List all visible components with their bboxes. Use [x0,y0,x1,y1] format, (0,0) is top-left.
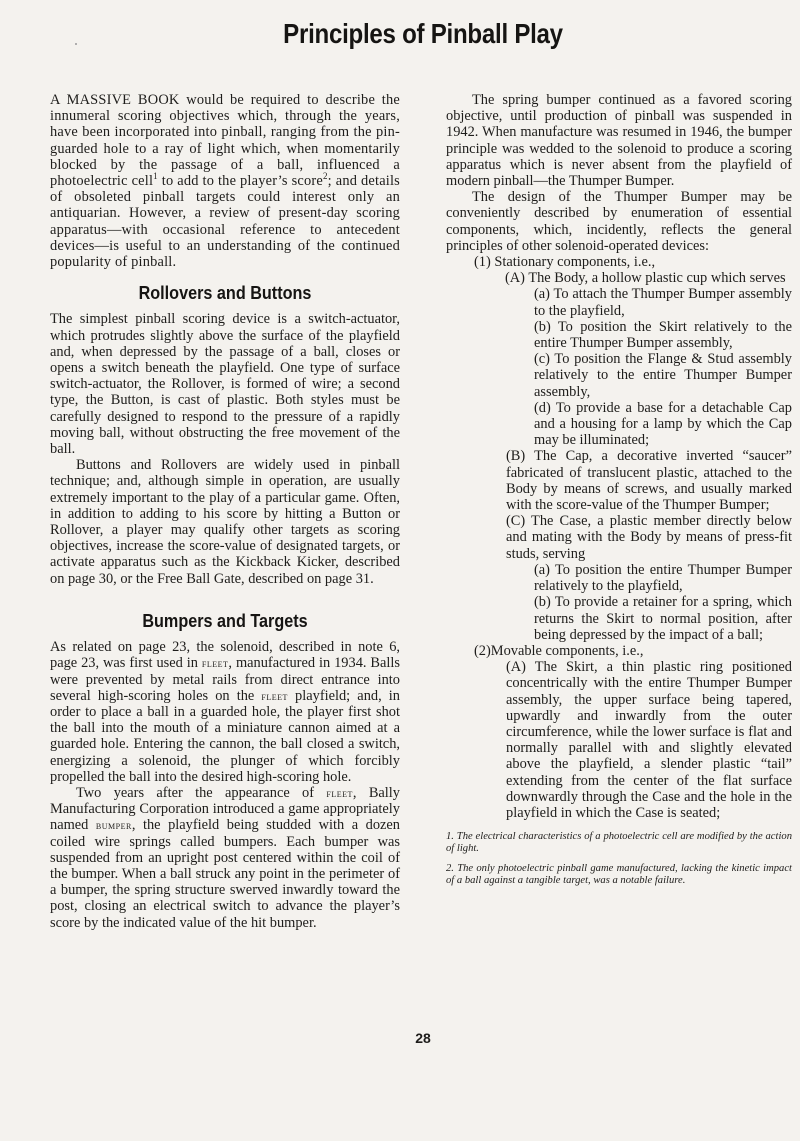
text-run: ; and details of obsoleted pinball targets could interest only an antiquarian. However, a review of present-day scoring apparatus—with occasional reference to antecedent devices—is useful to an understanding of the continued popularity of pinball. [50,173,400,271]
text-run: Two years after the appearance of [76,784,327,801]
section-heading-bumpers: Bumpers and Targets [142,610,308,631]
page-number: 28 [415,1030,431,1046]
footnote-spacer [446,821,792,831]
list-item-stationary: (1) Stationary components, i.e., [474,254,656,271]
intro-paragraph [50,92,400,270]
text-run: , manufactured in 1934. Balls were prevented by metal rails from direct entrance into several high-scoring holes on the [50,655,401,704]
text-run: , Bally Manufacturing Corporation introduced a game appropriately named [50,784,401,834]
list-item-body-d: (d) To provide a base for a detachable Cap and a housing for a lamp by which the Cap may be illuminated; [534,399,792,449]
text-run: As related on page 23, the solenoid, described in note 6, page 23, was first used in [50,639,400,672]
small-caps-name: fleet [261,688,288,703]
text-run: A MASSIVE BOOK would be required to describe the innumeral scoring objectives which, through the years, have been incorporated into pinball, ranging from the pin-guarded hole to a ray of light which, when momentarily blocked by the passage of a ball, influenced a photoelectric cell [50,92,400,190]
rollovers-paragraph-2: Buttons and Rollovers are widely used in pinball technique; and, although simple in operation, are usually extremely important to the play of a particular game. Often, in addition to adding to his score by hitting a Button or Rollover, a player may qualify other targets as scoring objectives, increase the score-value of designated targets, or activate apparatus such as the Kickback Kicker, described on page 30, or the Free Ball Gate, described on page 31. [50,457,400,587]
thumper-paragraph-2: The design of the Thumper Bumper may be conveniently described by enumeration of essential components, which, incidently, reflects the general principles of other solenoid-operated devices: [446,189,792,254]
list-item-movable: (2)Movable components, i.e., [474,642,644,659]
text-run: , the playfield being studded with a dozen coiled wire springs called bumpers. Each bumper was suspended from an upright post centered within the coil of the bumper. When a ball struck any point in the perimeter of a bumper, the spring structure swerved inwardly toward the post, closing an electrical switch to advance the player’s score by the indicated value of the hit bumper. [50,817,400,931]
list-item-case-a: (a) To position the entire Thumper Bumper relatively to the playfield, [534,561,792,595]
list-item-case-b: (b) To provide a retainer for a spring, which returns the Skirt to normal position, after being depressed by the impact of a ball; [534,594,792,643]
text-run: playfield; and, in order to place a ball in a guarded hole, the player first shot the ball into the mouth of a miniature cannon aimed at a guarded hole. Entering the cannon, the ball closed a switch, energizing a solenoid, the plunger of which forcibly propelled the ball into the desired high-scoring hole. [50,687,400,785]
footnote-marker: 2 [322,171,328,182]
text-run: to add to the player’s score [157,173,323,190]
list-item-body-a: (a) To attach the Thumper Bumper assembly to the playfield, [534,286,792,319]
bumpers-paragraph-2 [50,785,400,931]
small-caps-name: fleet [201,656,229,671]
rollovers-paragraph-1: The simplest pinball scoring device is a switch-actuator, which protrudes slightly above the surface of the playfield and, when depressed by the passage of a ball, closes or opens a switch beneath the playfield. One type of surface switch-actuator, the Rollover, is formed of wire; a second type, the Button, is cast of plastic. Both styles must be carefully designed to respond to the pressure of a rapidly moving ball, without obstructing the free movement of the ball. [50,311,400,458]
left-column [50,92,400,931]
list-item-skirt: (A) The Skirt, a thin plastic ring positioned concentrically with the entire Thumper Bumper assembly, the upper surface being tapered, upwardly and inwardly from the outer circumference, while the lower surface is flat and normally parallel with and slightly elevated above the playfield, a slender plastic “tail” extending from the center of the flat surface downwardly through the Case and the hole in the playfield in which the Case is seated; [506,659,792,821]
footnote-marker: 1 [153,171,158,182]
list-item-body-c: (c) To position the Flange & Stud assembly relatively to the entire Thumper Bumper assembly, [534,351,792,400]
small-caps-name: bumper [95,818,132,833]
right-column [446,92,792,895]
list-item-case: (C) The Case, a plastic member directly below and mating with the Body by means of press-fit studs, serving [506,513,792,562]
bumpers-paragraph-1 [50,639,400,785]
section-heading-rollovers: Rollovers and Buttons [138,283,312,304]
list-item-body-b: (b) To position the Skirt relatively to the entire Thumper Bumper assembly, [534,318,792,352]
footnote-2: 2. The only photoelectric pinball game manufactured, lacking the kinetic impact of a ball against a tangible target, was a notable failure. [446,863,792,887]
small-caps-name: fleet [326,785,353,800]
thumper-paragraph-1: The spring bumper continued as a favored scoring objective, until production of pinball was suspended in 1942. When manufacture was resumed in 1946, the bumper principle was wedded to the solenoid to produce a scoring apparatus which is never absent from the playfield of modern pinball—the Thumper Bumper. [446,92,792,190]
list-item-cap: (B) The Cap, a decorative inverted “saucer” fabricated of translucent plastic, attached to the Body by means of screws, and usually marked with the score-value of the Thumper Bumper; [506,448,792,514]
list-item-body: (A) The Body, a hollow plastic cup which serves [505,270,786,287]
footnote-1: 1. The electrical characteristics of a photoelectric cell are modified by the action of light. [446,831,792,855]
page-title: Principles of Pinball Play [283,18,563,49]
